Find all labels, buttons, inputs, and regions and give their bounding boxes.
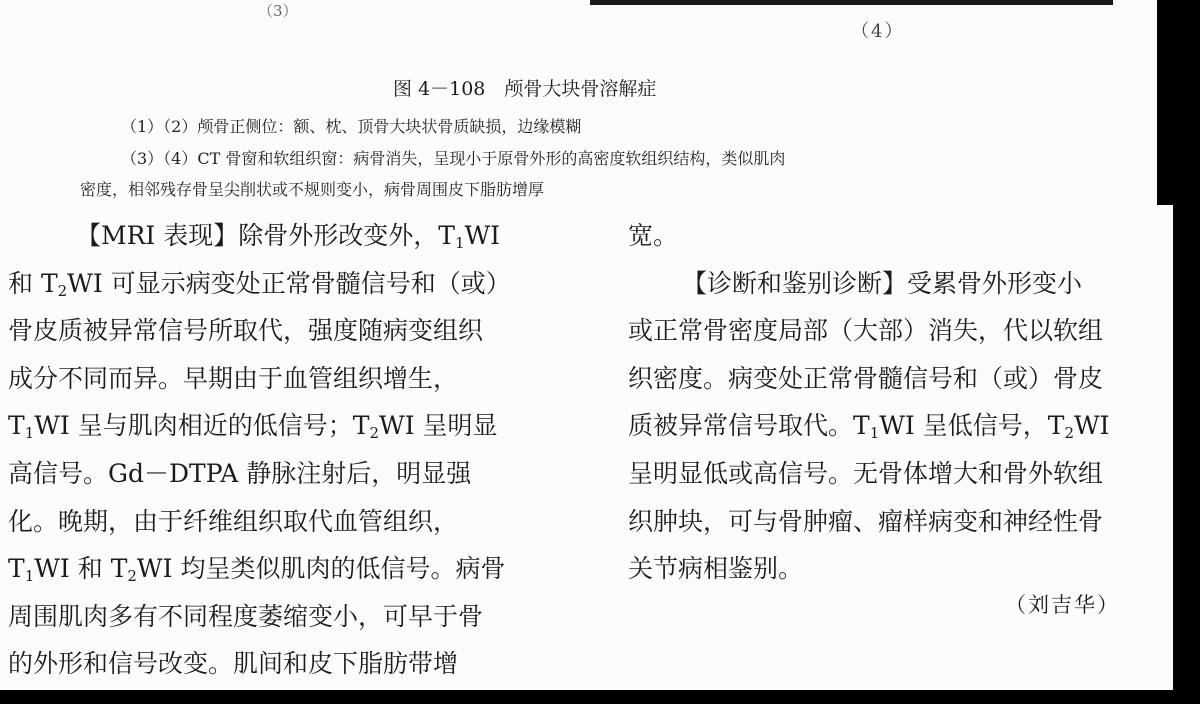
left-text-column xyxy=(8,212,578,688)
paragraph-line: 织肿块，可与骨肿瘤、瘤样病变和神经性骨 xyxy=(628,506,1104,536)
paragraph-line: 骨皮质被异常信号所取代，强度随病变组织 xyxy=(8,316,484,346)
paragraph-line: 【MRI 表现】除骨外形改变外，$T_1WI$ xyxy=(76,221,501,252)
paragraph-line: 宽。 xyxy=(628,221,679,250)
paragraph-line: 和 $T_2WI$ 可显示病变处正常骨髓信号和（或） xyxy=(8,268,511,300)
author-credit: （刘吉华） xyxy=(1005,593,1120,617)
paragraph-line: $T_1WI$ 呈与肌肉相近的低信号；$T_2WI$ 呈明显 xyxy=(8,411,498,443)
paragraph-line: $T_1WI$ 和 $T_2WI$ 均呈类似肌肉的低信号。病骨 xyxy=(8,554,506,586)
figure-label-3: （3） xyxy=(258,2,298,20)
paragraph-line: 【诊断和鉴别诊断】受累骨外形变小 xyxy=(682,268,1083,298)
paragraph-line: 或正常骨密度局部（大部）消失，代以软组 xyxy=(628,316,1104,346)
bottom-page-fragment xyxy=(0,205,1173,690)
paragraph-line: 高信号。Gd－DTPA 静脉注射后，明显强 xyxy=(8,458,472,488)
paragraph-line: 织密度。病变处正常骨髓信号和（或）骨皮 xyxy=(628,363,1104,393)
paragraph-line: 化。晚期，由于纤维组织取代血管组织， xyxy=(8,506,459,536)
paragraph-line: 关节病相鉴别。 xyxy=(628,554,804,584)
paragraph-line: 的外形和信号改变。肌间和皮下脂肪带增 xyxy=(8,649,459,679)
caption-line-3: 密度，相邻残存骨呈尖削状或不规则变小，病骨周围皮下脂肪增厚 xyxy=(80,180,545,199)
right-text-column xyxy=(628,212,1173,593)
paragraph-line: 周围肌肉多有不同程度萎缩变小，可早于骨 xyxy=(8,601,484,631)
paragraph-line: 成分不同而异。早期由于血管组织增生， xyxy=(8,363,459,393)
paragraph-line: 呈明显低或高信号。无骨体增大和骨外软组 xyxy=(628,458,1104,488)
top-page-fragment xyxy=(0,0,1157,205)
figure-4-image-edge xyxy=(590,0,1113,5)
paragraph-line: 质被异常信号取代。$T_1WI$ 呈低信号，$T_2WI$ xyxy=(628,411,1110,443)
caption-line-1: （1）（2）颅骨正侧位：额、枕、顶骨大块状骨质缺损，边缘模糊 xyxy=(121,117,582,136)
caption-line-2: （3）（4）CT 骨窗和软组织窗：病骨消失，呈现小于原骨外形的高密度软组织结构，类似肌肉 xyxy=(121,149,786,168)
figure-label-4: （4） xyxy=(851,21,905,42)
figure-caption-title: 图 4－108 颅骨大块骨溶解症 xyxy=(393,78,657,100)
